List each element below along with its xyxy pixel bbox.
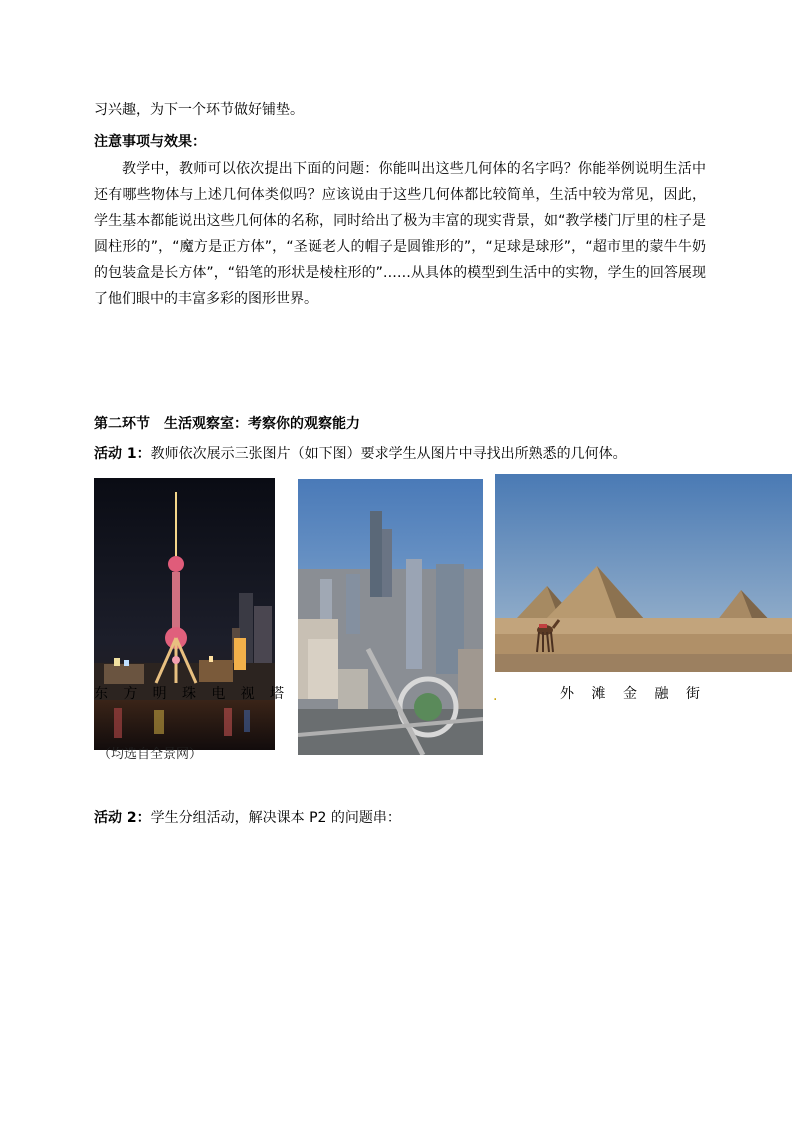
activity-2-text: 学生分组活动，解决课本 P2 的问题串： (150, 810, 401, 826)
activity-1-label: 活动 1： (94, 446, 151, 462)
photo-financial-district (298, 479, 483, 755)
source-note: （均选自全景网） (98, 747, 203, 762)
section-heading: 第二环节 生活观察室：考察你的观察能力 (94, 416, 360, 432)
photo-pyramids (495, 474, 792, 672)
caption-left-char: 视 (240, 686, 255, 702)
caption-left-char: 电 (211, 686, 226, 702)
photo-oriental-pearl-tower (94, 478, 275, 750)
caption-right-char: 滩 (591, 686, 606, 702)
activity-2 (94, 808, 401, 828)
caption-oriental-pearl-tower (94, 684, 284, 704)
caption-right-char: 外 (560, 686, 574, 702)
caption-left-char: 塔 (269, 686, 284, 702)
caption-dot: . (493, 688, 498, 704)
activity-2-label: 活动 2： (94, 810, 151, 826)
activity-1 (94, 444, 627, 464)
caption-right-char: 街 (686, 686, 700, 702)
caption-left-char: 珠 (181, 686, 196, 702)
caption-left-char: 明 (152, 686, 167, 702)
text-line-top: 习兴趣，为下一个环节做好铺垫。 (94, 102, 304, 118)
caption-right-char: 融 (654, 686, 669, 702)
notes-heading: 注意事项与效果： (94, 134, 206, 150)
caption-left-char: 方 (123, 686, 138, 702)
caption-right-char: 金 (623, 686, 637, 702)
notes-paragraph: 教学中，教师可以依次提出下面的问题：你能叫出这些几何体的名字吗？你能举例说明生活中还有哪些物体与上述几何体类似吗？应该说由于这些几何体都比较简单，生活中较为常见，因此，学生基本都能说出这些几何体的名称，同时给出了极为丰富的现实背景，如“教学楼门厅里的柱子是圆柱形的”，“魔方是正方体”，“圣诞老人的帽子是圆锥形的”，“足球是球形”，“超市里的蒙牛牛奶的包装盒是长方体”，“铅笔的形状是棱柱形的”……从具体的模型到生活中的实物，学生的回答展现了他们眼中的丰富多彩的图形世界。 (94, 161, 706, 307)
caption-financial-street (560, 684, 700, 704)
caption-left-char: 东 (94, 686, 108, 702)
activity-1-text: 教师依次展示三张图片（如下图）要求学生从图片中寻找出所熟悉的几何体。 (150, 446, 627, 462)
